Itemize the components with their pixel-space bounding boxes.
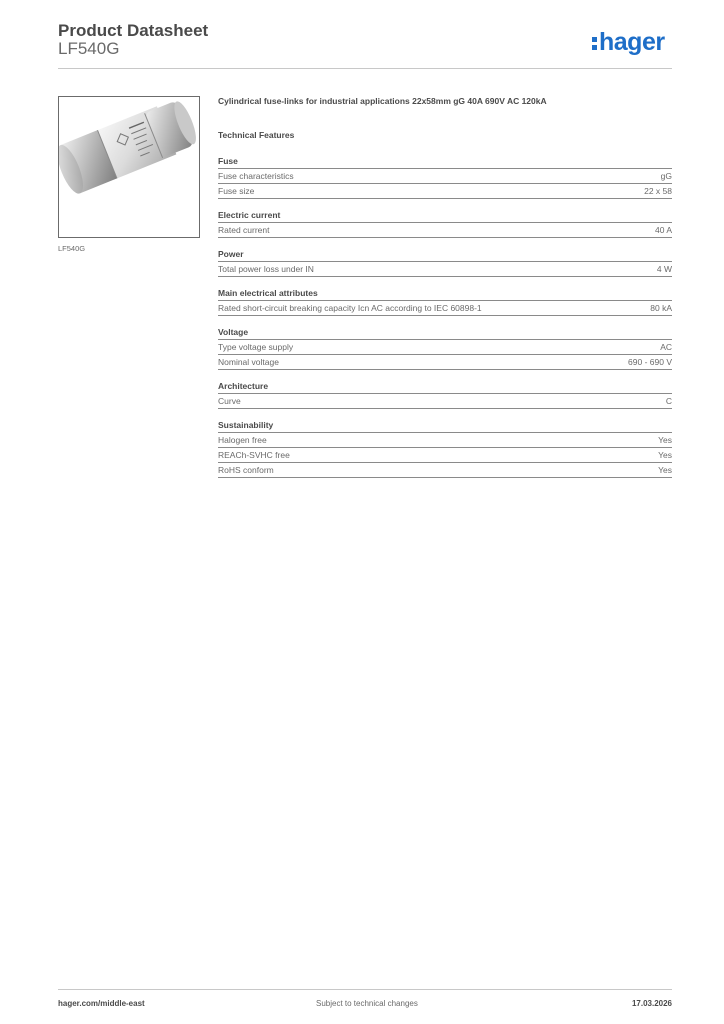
brand-logo [592,28,665,56]
spec-label: REACh-SVHC free [218,450,290,460]
footer-note: Subject to technical changes [316,999,418,1008]
spec-value: Yes [658,465,672,475]
spec-row [218,301,672,316]
section-heading: Main electrical attributes [218,288,672,301]
spec-section [218,288,672,316]
spec-label: Fuse size [218,186,255,196]
spec-value: C [665,396,672,406]
spec-value: gG [660,171,672,181]
spec-value: Yes [658,435,672,445]
spec-label: RoHS conform [218,465,274,475]
spec-label: Rated current [218,225,270,235]
spec-row [218,433,672,448]
spec-row [218,169,672,184]
product-code: LF540G [58,39,120,58]
spec-label: Nominal voltage [218,357,279,367]
spec-section [218,327,672,370]
spec-row [218,262,672,277]
spec-label: Total power loss under IN [218,264,314,274]
footer-website[interactable]: hager.com/middle-east [58,999,145,1008]
product-image [58,96,200,238]
image-caption: LF540G [58,244,86,253]
spec-label: Halogen free [218,435,267,445]
spec-value: 4 W [656,264,672,274]
section-heading: Sustainability [218,420,672,433]
spec-label: Rated short-circuit breaking capacity Icn AC according to IEC 60898-1 [218,303,482,313]
spec-row [218,448,672,463]
section-heading: Electric current [218,210,672,223]
spec-section [218,249,672,277]
spec-section [218,156,672,199]
spec-value: 690 - 690 V [628,357,672,367]
spec-value: 40 A [654,225,672,235]
spec-value: 22 x 58 [644,186,672,196]
spec-value: Yes [658,450,672,460]
spec-label: Type voltage supply [218,342,294,352]
spec-label: Curve [218,396,241,406]
logo-dots-icon [592,35,598,53]
section-heading: Voltage [218,327,672,340]
spec-value: 80 kA [650,303,672,313]
spec-content [218,96,672,489]
spec-section [218,381,672,409]
spec-value: AC [660,342,672,352]
spec-section [218,420,672,478]
logo-text: hager [599,28,665,56]
spec-row [218,223,672,238]
product-title: Cylindrical fuse-links for industrial applications 22x58mm gG 40A 690V AC 120kA [218,96,547,106]
spec-row [218,184,672,199]
section-heading: Fuse [218,156,672,169]
spec-row [218,463,672,478]
header-divider [58,68,672,69]
fuse-image-icon [59,97,199,237]
spec-section [218,210,672,238]
spec-row [218,394,672,409]
footer-divider [58,989,672,990]
footer-date: 17.03.2026 [631,999,672,1008]
spec-sections [218,156,672,478]
spec-label: Fuse characteristics [218,171,294,181]
spec-row [218,340,672,355]
page-title: Product Datasheet [58,21,209,40]
section-heading: Power [218,249,672,262]
spec-row [218,355,672,370]
technical-features-heading: Technical Features [218,130,295,140]
section-heading: Architecture [218,381,672,394]
